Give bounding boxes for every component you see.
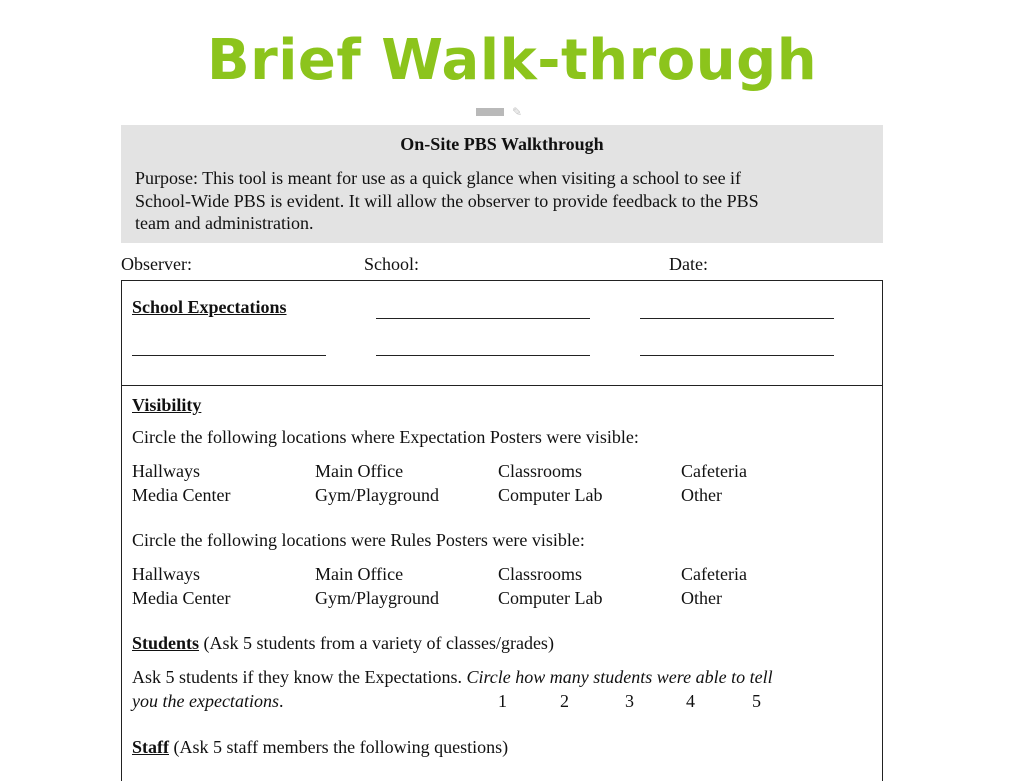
rules-posters-instruction: Circle the following locations were Rules Posters were visible: (132, 530, 585, 550)
expectation-blank[interactable] (640, 355, 834, 356)
location-option[interactable]: Media Center (132, 588, 231, 608)
rating-option[interactable]: 5 (752, 691, 761, 711)
students-section-title (132, 633, 554, 654)
expectation-blank[interactable] (640, 318, 834, 319)
school-label: School: (364, 254, 420, 274)
rating-option[interactable]: 3 (625, 691, 634, 711)
date-label: Date: (669, 254, 708, 274)
scan-mark (476, 108, 504, 116)
walkthrough-form (121, 280, 883, 781)
purpose-line: Purpose: This tool is meant for use as a quick glance when visiting a school to see if (135, 168, 742, 188)
observer-label: Observer: (121, 254, 192, 274)
location-option[interactable]: Gym/Playground (315, 588, 439, 608)
location-option[interactable]: Hallways (132, 564, 200, 584)
location-option[interactable]: Gym/Playground (315, 485, 439, 505)
staff-heading-note: (Ask 5 staff members the following questions) (169, 737, 509, 757)
location-option[interactable]: Cafeteria (681, 461, 747, 481)
slide-title: Brief Walk-through (206, 28, 818, 93)
expectation-posters-instruction: Circle the following locations where Expectation Posters were visible: (132, 427, 639, 447)
location-option[interactable]: Hallways (132, 461, 200, 481)
location-option[interactable]: Computer Lab (498, 588, 603, 608)
expectation-blank[interactable] (132, 355, 326, 356)
location-option[interactable]: Main Office (315, 461, 404, 481)
staff-section-title (132, 737, 508, 758)
location-option[interactable]: Other (681, 588, 722, 608)
location-option[interactable]: Classrooms (498, 461, 583, 481)
students-instruction-italic: you the expectations (132, 691, 279, 711)
location-option[interactable]: Cafeteria (681, 564, 747, 584)
purpose-line: team and administration. (135, 213, 314, 233)
section-divider (122, 385, 882, 386)
students-instruction-text: Ask 5 students if they know the Expectations. (132, 667, 467, 687)
location-option[interactable]: Classrooms (498, 564, 583, 584)
rating-option[interactable]: 2 (560, 691, 569, 711)
students-instruction-italic: Circle how many students were able to tell (466, 667, 773, 687)
expectation-blank[interactable] (376, 355, 590, 356)
location-option[interactable]: Media Center (132, 485, 231, 505)
location-option[interactable]: Computer Lab (498, 485, 603, 505)
students-instruction-continued: you the expectations. (132, 691, 284, 711)
staff-heading: Staff (132, 737, 169, 757)
rating-option[interactable]: 4 (686, 691, 695, 711)
students-heading-note: (Ask 5 students from a variety of classes/grades) (199, 633, 554, 653)
students-instruction (132, 667, 773, 688)
purpose-text (135, 167, 867, 235)
location-option[interactable]: Other (681, 485, 722, 505)
location-option[interactable]: Main Office (315, 564, 404, 584)
scan-artifact (476, 104, 546, 120)
expectation-blank[interactable] (376, 318, 590, 319)
rating-option[interactable]: 1 (498, 691, 507, 711)
visibility-heading: Visibility (132, 395, 202, 415)
school-expectations-heading: School Expectations (132, 297, 287, 317)
purpose-line: School-Wide PBS is evident. It will allow the observer to provide feedback to the PBS (135, 190, 759, 211)
document-header (121, 125, 883, 243)
scan-glyph-icon: ✎ (512, 105, 523, 119)
students-heading: Students (132, 633, 200, 653)
document-title: On-Site PBS Walkthrough (400, 134, 604, 154)
